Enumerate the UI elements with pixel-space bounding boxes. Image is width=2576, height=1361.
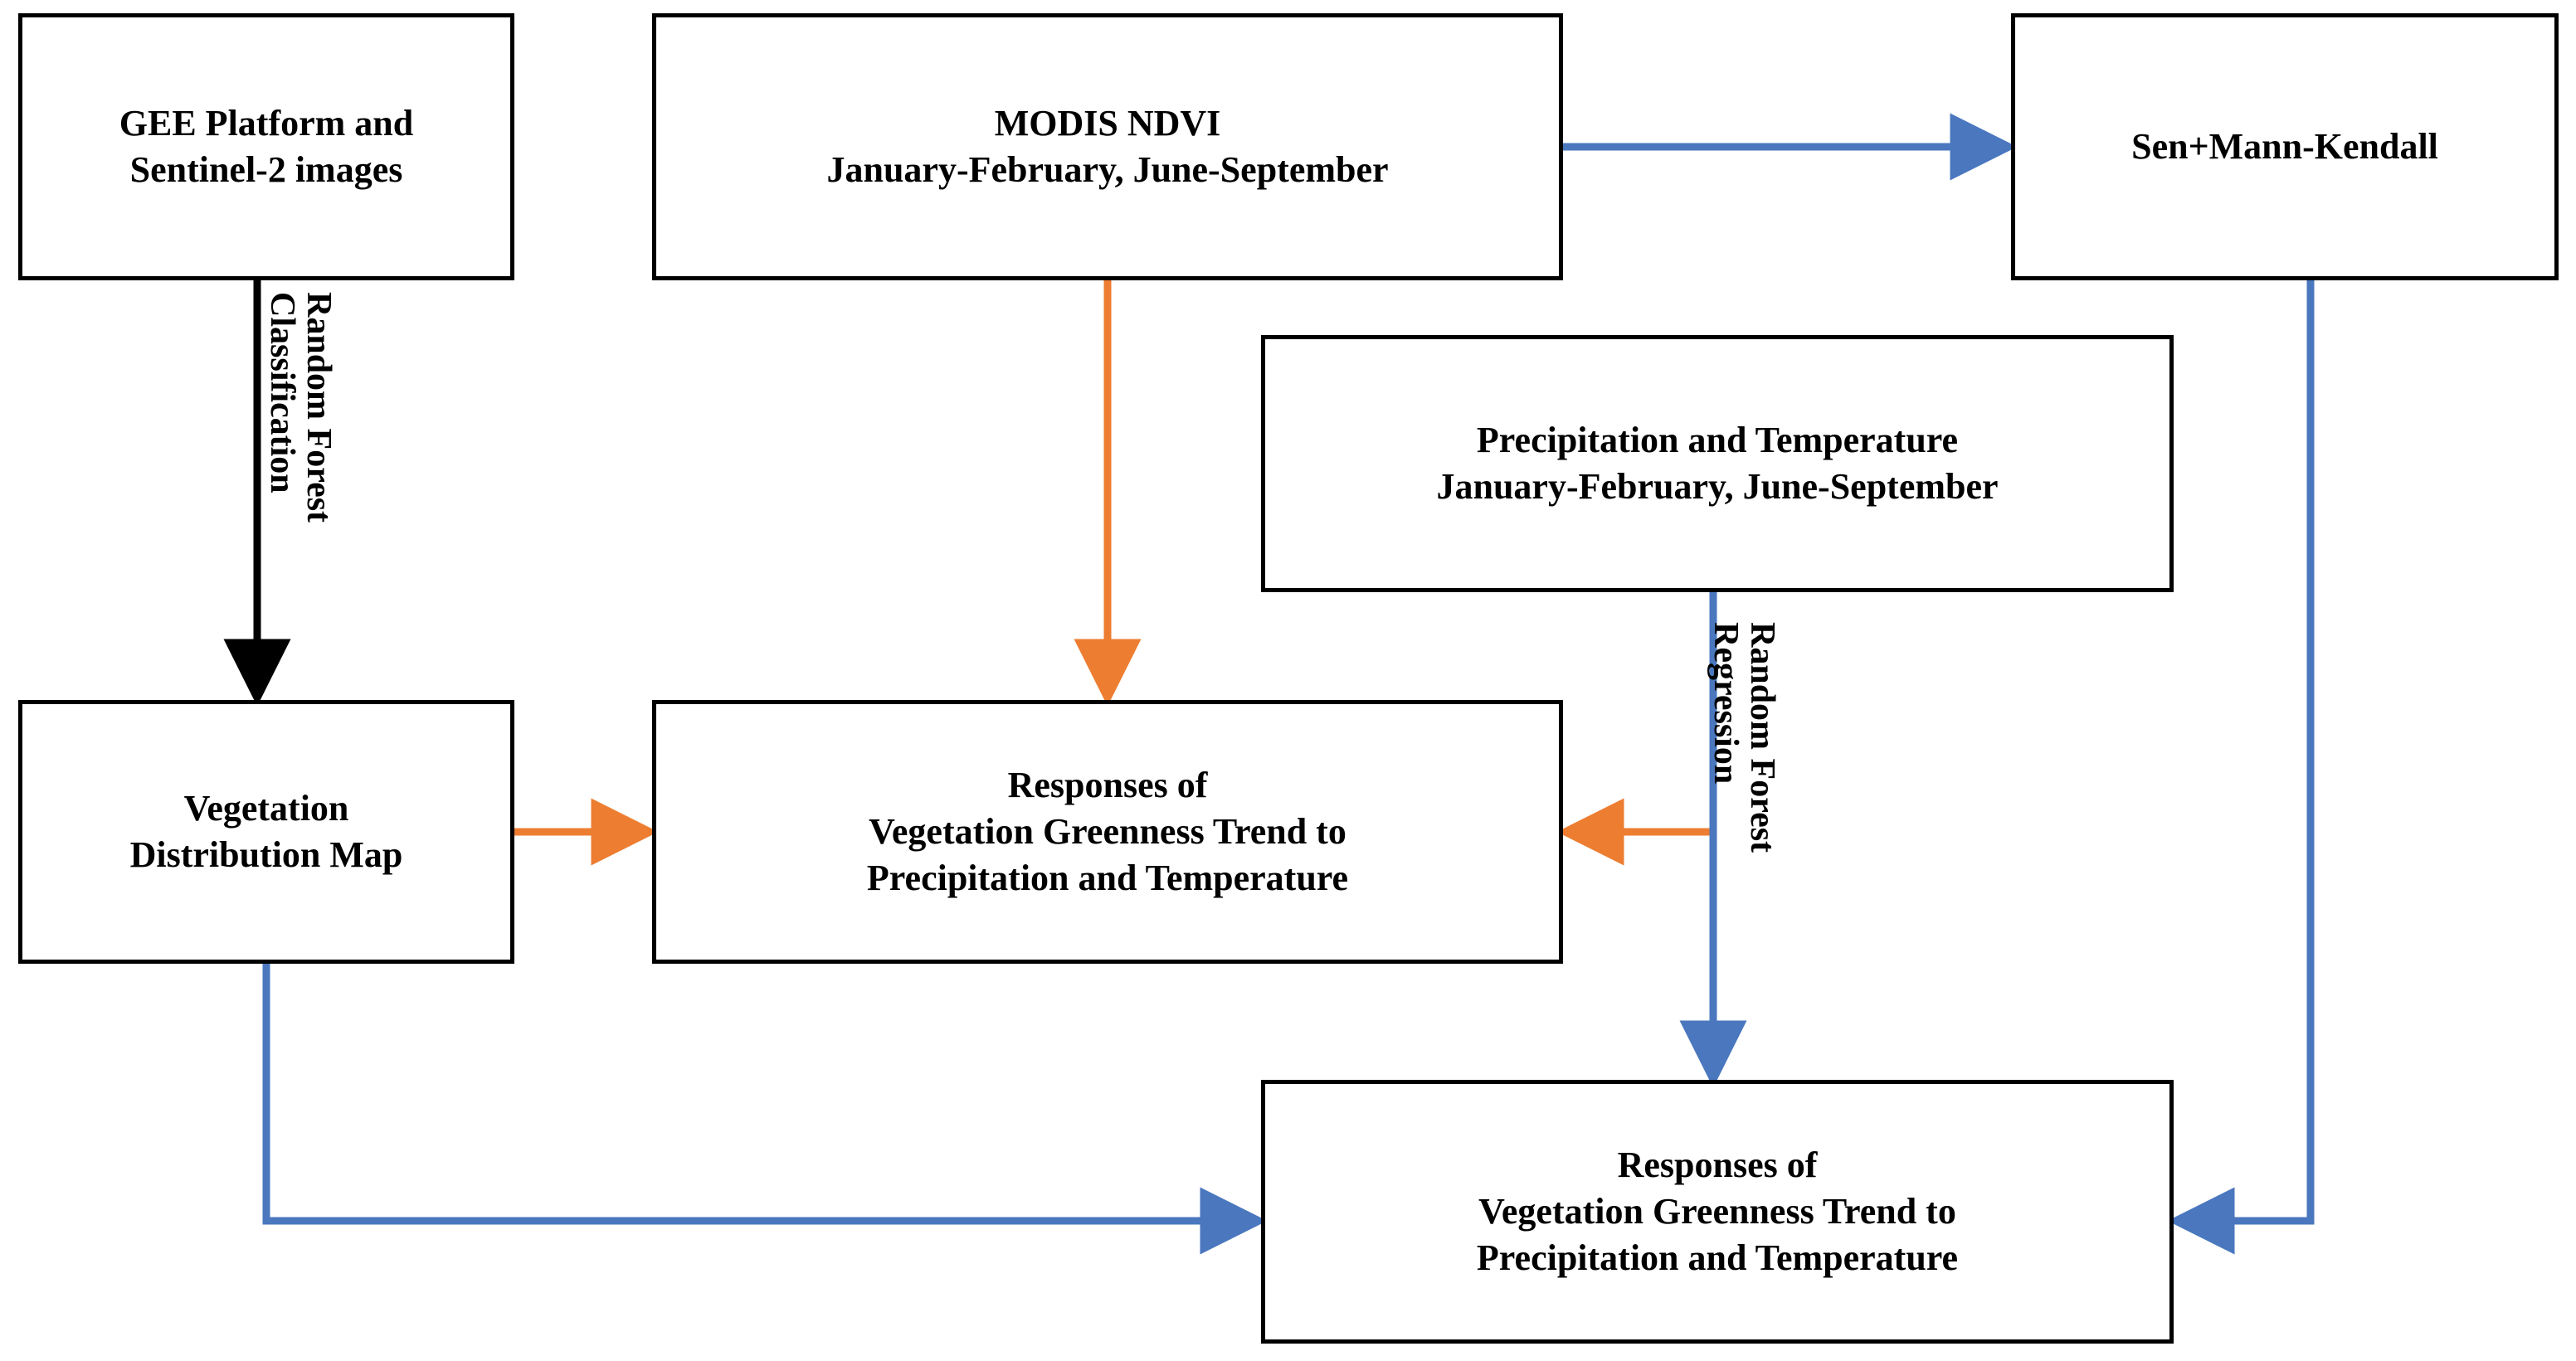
node-precipitation-temperature[interactable] — [1261, 335, 2174, 592]
node-veg-line-1: Vegetation — [183, 787, 349, 829]
edge-label-rf-class-line-1: Random Forest — [299, 292, 338, 523]
node-sen-mann-kendall[interactable] — [2011, 13, 2559, 280]
node-resp1-line-3: Precipitation and Temperature — [866, 858, 1349, 899]
edge-label-random-forest-regression — [1707, 622, 1780, 853]
node-resp1-line-1: Responses of — [1007, 764, 1208, 805]
edge-label-rf-class-line-2: Classification — [263, 292, 302, 493]
node-modis-ndvi[interactable] — [652, 13, 1563, 280]
node-gee-line-1: GEE Platform and — [119, 102, 414, 143]
node-precip-line-2: January-February, June-September — [1436, 466, 1999, 507]
node-veg-line-2: Distribution Map — [129, 834, 403, 875]
node-sen-line-1: Sen+Mann-Kendall — [2131, 125, 2438, 167]
node-modis-line-2: January-February, June-September — [826, 149, 1389, 190]
node-resp1-line-2: Vegetation Greenness Trend to — [869, 810, 1346, 852]
node-modis-line-1: MODIS NDVI — [994, 102, 1221, 143]
node-responses-trend-climate-secondary[interactable] — [1261, 1080, 2174, 1344]
node-resp2-line-1: Responses of — [1617, 1144, 1818, 1185]
node-resp2-line-2: Vegetation Greenness Trend to — [1478, 1190, 1956, 1232]
edge-label-rf-reg-line-2: Regression — [1707, 622, 1746, 785]
node-gee-line-2: Sentinel-2 images — [129, 149, 403, 190]
arrow-sen-to-responses2 — [2194, 280, 2311, 1221]
arrow-veg-to-responses2 — [266, 964, 1241, 1221]
arrow-precip-to-responses — [1583, 592, 1713, 832]
node-precip-line-1: Precipitation and Temperature — [1476, 419, 1959, 460]
node-resp2-line-3: Precipitation and Temperature — [1476, 1237, 1959, 1279]
node-vegetation-distribution-map[interactable] — [18, 700, 514, 964]
node-gee-platform[interactable] — [18, 13, 514, 280]
edge-label-random-forest-classification — [264, 292, 337, 523]
edge-label-rf-reg-line-1: Random Forest — [1743, 622, 1782, 853]
node-responses-trend-climate-primary[interactable] — [652, 700, 1563, 964]
